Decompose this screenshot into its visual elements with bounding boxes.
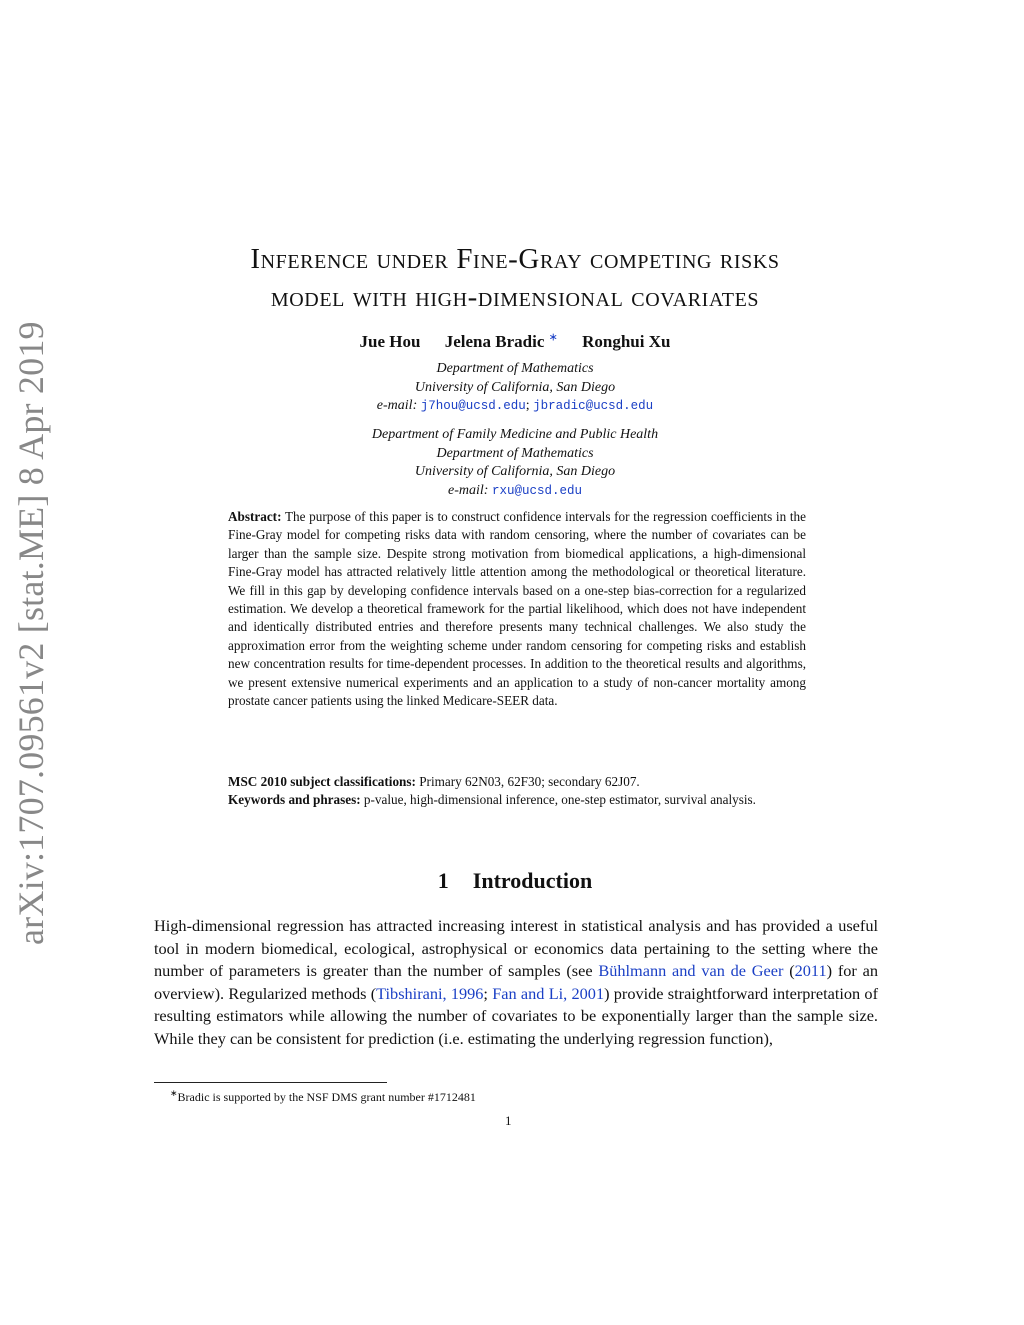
- affiliation-2-dept-1: Department of Family Medicine and Public Health: [371, 427, 659, 442]
- author-footnote-link[interactable]: ∗: [548, 331, 558, 343]
- affiliation-1: [150, 360, 880, 416]
- section-title: Introduction: [472, 868, 593, 893]
- keywords-line: [228, 791, 806, 809]
- abstract-label: Abstract:: [228, 509, 282, 524]
- email-label: e-mail:: [448, 482, 489, 498]
- citation-tibshirani[interactable]: Tibshirani, 1996: [376, 983, 484, 1003]
- author-1: Jue Hou: [359, 331, 421, 351]
- author-2-name: Jelena Bradic: [444, 331, 545, 351]
- affiliation-1-dept: Department of Mathematics: [436, 361, 594, 376]
- email-link-rxu[interactable]: rxu@ucsd.edu: [491, 483, 582, 498]
- affiliation-2: [150, 426, 880, 500]
- citation-buhlmann[interactable]: Bühlmann and van de Geer: [598, 961, 784, 981]
- body-text-4: ;: [483, 983, 493, 1003]
- footnote-text: Bradic is supported by the NSF DMS grant number #1712481: [177, 1090, 476, 1104]
- title-line-1: Inference under Fine-Gray competing risks: [250, 243, 780, 275]
- msc-label: MSC 2010 subject classifications:: [228, 774, 416, 789]
- title-line-2: model with high-dimensional covariates: [270, 281, 760, 313]
- abstract: [228, 508, 806, 710]
- author-list: [150, 330, 880, 352]
- email-link-jbradic[interactable]: jbradic@ucsd.edu: [533, 399, 654, 413]
- affiliation-2-univ: University of California, San Diego: [414, 464, 616, 479]
- affiliation-1-email-line: [150, 397, 880, 416]
- msc-text: Primary 62N03, 62F30; secondary 62J07.: [419, 774, 640, 789]
- abstract-text: The purpose of this paper is to construct confidence intervals for the regression coefficients in the Fine-Gray model for competing risks data with random censoring, where the number of covariates can be larger than the sample size. Despite strong motivation from biomedical applications, a high-dimensional Fine-Gray model has attracted relatively little attention among the methodological or theoretical literature. We fill in this gap by developing confidence intervals based on a one-step bias-correction for a regularized estimation. We develop a theoretical framework for the partial likelihood, which does not have independent and identically distributed entries and therefore presents many technical challenges. We also study the approximation error from the weighting scheme under random censoring for competing risks and establish new concentration results for time-dependent processes. In addition to the theoretical results and algorithms, we present extensive numerical experiments and an application to a study of non-cancer mortality among prostate cancer patients using the linked Medicare-SEER data.: [228, 509, 806, 709]
- email-label: e-mail:: [376, 398, 418, 413]
- affiliation-2-email-line: [150, 482, 880, 501]
- citation-buhlmann-year[interactable]: 2011: [794, 961, 827, 981]
- page-number: 1: [505, 1113, 512, 1128]
- msc-line: [228, 773, 806, 791]
- body-text-5: ) provide straightforward interpretation of resulting estimators while allowing the number of covariates to be exponentially larger than the sample size. While they can be consistent for prediction (i.e. estimating the underlying regression function),: [154, 983, 878, 1048]
- affiliation-1-univ: University of California, San Diego: [414, 379, 616, 395]
- section-number: 1: [437, 868, 449, 893]
- author-3: Ronghui Xu: [582, 331, 671, 351]
- body-text-3: ) for an overview). Regularized methods (: [154, 961, 878, 1003]
- citation-fan-li[interactable]: Fan and Li, 2001: [492, 983, 605, 1003]
- author-2: [445, 332, 558, 351]
- footnote-mark: ∗: [170, 1088, 178, 1098]
- keywords-label: Keywords and phrases:: [228, 792, 361, 808]
- email-separator: ;: [525, 398, 530, 413]
- paper-title: [150, 240, 880, 316]
- classifications-block: [228, 773, 806, 810]
- body-text-1: High-dimensional regression has attracted increasing interest in statistical analysis and has provided a useful tool in modern biomedical, ecological, astrophysical or economics data pertaining to the setting where the number of parameters is greater than the number of samples (see: [154, 916, 878, 981]
- arxiv-stamp: arXiv:1707.09561v2 [stat.ME] 8 Apr 2019: [11, 321, 51, 945]
- section-heading: [150, 868, 880, 894]
- affiliation-2-dept-2: Department of Mathematics: [436, 445, 594, 461]
- footnote: [170, 1088, 476, 1105]
- body-paragraph: [154, 915, 878, 1051]
- body-text-2: (: [783, 961, 795, 981]
- email-link-jhou[interactable]: j7hou@ucsd.edu: [420, 399, 526, 413]
- footnote-rule: [154, 1082, 387, 1083]
- keywords-text: p-value, high-dimensional inference, one-step estimator, survival analysis.: [363, 792, 756, 808]
